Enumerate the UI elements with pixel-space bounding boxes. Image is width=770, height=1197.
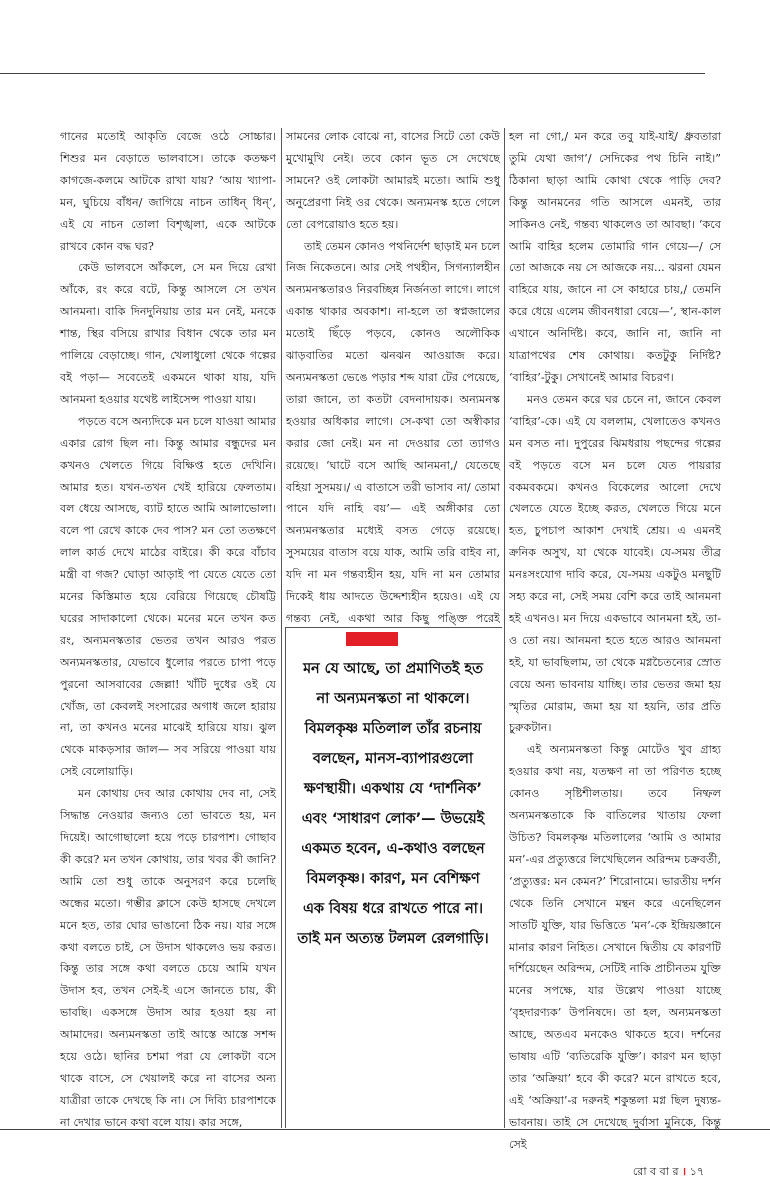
paragraph: পড়তে বসে অন্যদিকে মন চলে যাওয়া আমার একার রোগ ছিল না। কিন্তু আমার বন্ধুদের মন কখনও খেলতে গিয়ে বিক্ষিপ্ত হতে দেখিনি। আমার হত। যখন-তখন খেই হারিয়ে ফেলতাম। বল ধেয়ে আসছে, ব্যাট হাতে আমি আলাভোলা। বলে পা রেখে কাকে দেব পাস? মন তো ততক্ষণে লাল কার্ড দেখে মাঠের বাইরে। কী করে বাঁচাব মন্ত্রী বা গজ? ঘোড়া আড়াই পা যেতে যেতে তো মনের কিস্তিমাত হয়ে বেরিয়ে গিয়েছে চৌষট্টি ঘরের সাদাকালো থেকে। মনের মনে তখন কত রং, অন্যমনস্কতার ভেতর তখন আরও পরত অন্যমনস্কতার, যেভাবে ধুলোর পরতে চাপা পড়ে পুরনো আসবাবের জেল্লা! খাঁটি দুধের ওই যে খোঁজ, তা কেবলই সংসারের অগাধ জলে হারায় না, তা কখনও মনের মাঝেই হারিয়ে যায়। ঝুল থেকে মাকড়সার জাল— সব সরিয়ে পাওয়া যায় সেই বেলোয়াড়ি। xyxy=(60,414,276,779)
paragraph: গানের মতোই আকৃতি বেজে ওঠে সোচ্চার। শিশুর মন বেড়াতে ভালবাসে। তাকে কতক্ষণ কাগজে-কলমে আটকে রাখা যায়? ‘আয় খ্যাপা-মন, ঘুচিয়ে বাঁধন/ জাগিয়ে নাচন তাধিন্ ধিন্’, এই যে নাচন তোলা বিশৃঙ্খলা, একে আটকে রাখবে কোন বদ্ধ ঘর? xyxy=(60,130,276,253)
pullquote-accent-bar xyxy=(346,632,398,646)
column-divider xyxy=(504,128,505,1128)
bottom-rule xyxy=(0,1129,770,1130)
paragraph: এই অন্যমনস্কতা কিন্তু মোটেও খুব গ্রাহ্য হওয়ার কথা নয়, যতক্ষণ না তা পরিণত হচ্ছে কোনও সৃষ্টিশীলতায়। তবে নিষ্ফল অন্যমনস্কতাকে কি বাতিলের খাতায় ফেলা উচিত? বিমলকৃষ্ণ মতিলালের ‘আমি ও আমার মন’-এর প্রত্যুত্তরে লিখেছিলেন অরিন্দম চক্রবর্তী, ‘প্রত্যুত্তর: মন কেমন?’ শিরোনামে। ভারতীয় দর্শন থেকে তিনি সেখানে মন্থন করে এনেছিলেন সাতটি যুক্তি, যার ভিত্তিতে ‘মন’-কে ইন্দ্রিয়জ্ঞানে মানার কারণ নিহিত। সেখানে দ্বিতীয় যে কারণটি দর্শিয়েছেন অরিন্দম, সেটিই নাকি প্রাচীনতম যুক্তি মনের সপক্ষে, যার উল্লেখ পাওয়া যাচ্ছে ‘বৃহদারণ্যক’ উপনিষদে। তা হল, অন্যমনস্কতা আছে, অতএব মনকেও থাকতে হবে। দর্শনের ভাষায় এটি ‘ব্যতিরেকি যুক্তি’। কারণ মন ছাড়া তার ‘অক্রিয়া’ হবে কী করে? মনে রাখতে হবে, এই ‘অক্রিয়া’-র দরুনই শকুন্তলা মগ্ন ছিল দুষ্যন্ত-ভাবনায়। তাই সে দেখেছে দুর্বাসা মুনিকে, কিন্তু সেই xyxy=(509,743,721,1151)
article-column-3 xyxy=(509,126,721,1156)
paragraph: হল না গো,/ মন করে তবু যাই-যাই/ ধ্রুবতারা তুমি যেথা জাগ’/ সেদিকের পথ চিনি নাই।” ঠিকানা ছাড়া আমি কোথা থেকে পাড়ি দেব? কিন্তু আনমনের গতি আসলে এমনই, তার সাকিনও নেই, গন্তব্য থাকলেও তা আবছা। ‘কবে আমি বাহির হলেম তোমারি গান গেয়ে—/ সে তো আজকে নয় সে আজকে নয়... ঝরনা যেমন বাহিরে যায়, জানে না সে কাহারে চায়,/ তেমনি করে ধেয়ে এলেম জীবনধারা বেয়ে—’, স্থান-কাল এখানে অনির্দিষ্ট। কবে, জানি না, জানি না যাত্রাপথের শেষ কোথায়। কতটুকু নির্দিষ্ট? ‘বাহির’-টুকু। সেখানেই আমার বিচরণ। xyxy=(509,130,721,384)
paragraph: মনও তেমন করে ঘর চেনে না, জানে কেবল ‘বাহির’-কে। এই যে বললাম, খেলাতেও কখনও মন বসত না। দুপুরের ঝিমধরায় পছন্দের গল্পের বই পড়তে বসে মন চলে যেত পায়রার বকমবকমে। কখনও বিকেলের আলো দেখে খেলতে যেতে ইচ্ছে করত, খেলতে গিয়ে মনে হত, চুপচাপ আকাশ দেখাই শ্রেয়। এ এমনই ক্রনিক অসুখ, যা থেকে যাবেই। যে-সময় তীব্র মনঃসংযোগ দাবি করে, যে-সময় একটুও মনছুটি সহ্য করে না, সেই সময় বেশি করে তাই আনমনা হই এখনও। মন দিয়ে একভাবে আনমনা হই, তা-ও তো নয়। আনমনা হতে হতে আরও আনমনা হই, যা ভাবছিলাম, তা থেকে মগ্নচৈতন্যের স্রোত বেয়ে অন্য ভাবনায় যাচ্ছি। তার ভেতর জমা হয় স্মৃতির মোরাম, জমা হয় যা হয়নি, তার প্রতি চুরুকটান। xyxy=(509,392,721,735)
pullquote: মন যে আছে, তা প্রমাণিতই হত না অন্যমনস্কতা না থাকলে। বিমলকৃষ্ণ মতিলাল তাঁর রচনায় বলছেন, মানস-ব্যাপারগুলো ক্ষণস্থায়ী। একথায় যে ‘দার্শনিক’ এবং ‘সাধারণ লোক’— উভয়েই একমত হবেন, এ-কথাও বলছেন বিমলকৃষ্ণ। কারণ, মন বেশিক্ষণ এক বিষয় ধরে রাখতে পারে না। তাই মন অত্যন্ত টলমল রেলগাড়ি। xyxy=(297,661,489,947)
article-column-2 xyxy=(286,126,500,652)
paragraph: তাই তেমন কোনও পথনির্দেশ ছাড়াই মন চলে নিজ নিকেতনে। আর সেই পথহীন, সিগন্যালহীন অন্যমনস্কতারও নিরবচ্ছিন্ন নির্জনতা লাগে। লাগে একান্ত থাকার অবকাশ। না-হলে তা স্বপ্নজালের মতোই ছিঁড়ে পড়বে, কোনও অলৌকিক ঝাড়বাতির মতো ঝনঝন আওয়াজ করে। অন্যমনস্কতা ভেঙে পড়ার শব্দ যারা টের পেয়েছে, তারা জানে, তা কতটা বেদনাদায়ক। অন্যমনস্ক হওয়ার অধিকার লাগে। সে-কথা তো অস্বীকার করার জো নেই। মন না দেওয়ার তো ত্যাগও রয়েছে। ‘ঘাটে বসে আছি আনমনা,/ যেতেছে বহিয়া সুসময়।/ এ বাতাসে তরী ভাসাব না/ তোমা পানে যদি নাহি বয়’— এই অঙ্গীকার তো অন্যমনস্কতার মধ্যেই বসত গেড়ে রয়েছে। সুসময়ের বাতাস বয়ে যাক, আমি তরি বাইব না, যদি না মন গন্তব্যহীন হয়, যদি না মন তোমার দিকেই ধায় আদতে উদ্দেশ্যহীন হয়েও। এই যে গন্তব্য নেই, একথা আর কিছু পঙ্ক্তি পরেই xyxy=(286,239,500,625)
paragraph: সামনের লোক বোঝে না, বাসের সিটে তো কেউ মুখোমুখি নেই। তবে কোন ভূত সে দেখেছে সামনে? ওই লোকটা আমারই মতো। আমি শুধু অনুপ্রেরণা নিই ওর থেকে। অন্যমনস্ক হতে গেলে তো বেপরোয়াও হতে হয়। xyxy=(286,130,500,231)
magazine-name: রো ব বা র xyxy=(632,1165,679,1178)
article-column-1 xyxy=(60,126,276,1134)
paragraph: মন কোথায় দেব আর কোথায় দেব না, সেই সিদ্ধান্ত নেওয়ার জন্যও তো ভাবতে হয়, মন দিয়েই। আগোছালো হয়ে পড়ে চারপাশ। গোছাব কী করে? মন তখন কোথায়, তার খবর কী জানি? আমি তো শুধু তাকে অনুসরণ করে চলেছি অন্ধের মতো। গম্ভীর ক্লাসে কেউ হাসছে দেখলে মনে হত, তার ঘোর ভাঙানো ঠিক নয়। যার সঙ্গে কথা বলতে চাই, সে উদাস থাকলেও ভয় করত। কিন্তু তার সঙ্গে কথা বলতে চেয়ে আমি যখন উদাস হব, তখন সেই-ই এসে জানতে চায়, কী ভাবছি। একসঙ্গে উদাস আর হওয়া হয় না আমাদের। অন্যমনস্কতা তাই আস্তে আস্তে সশব্দ হয়ে ওঠে। ছানির চশমা পরা যে লোকটা বসে থাকে বাসে, সে খেয়ালই করে না বাসের অন্য যাত্রীরা তাকে দেখছে কি না। সে দিব্যি চারপাশকে না দেখার ভানে কথা বলে যায়। কার সঙ্গে, xyxy=(60,787,276,1129)
page-number: ১৭ xyxy=(689,1165,704,1178)
top-rule xyxy=(0,73,705,74)
page-footer xyxy=(633,1163,704,1182)
footer-separator: । xyxy=(682,1165,687,1178)
column-divider xyxy=(281,128,282,1128)
paragraph: কেউ ভালবসে আঁকলে, সে মন দিয়ে রেখা আঁকে, রং করে বটে, কিন্তু আসলে সে তখন আনমনা। বাকি দিনদুনিয়ায় তার মন নেই, মনকে শান্ত, স্থির বসিয়ে রাখার বিধান থেকে তার মন পালিয়ে বেড়াচ্ছে। গান, খেলাধুলো থেকে গল্পের বই পড়া— সবেতেই একমনে থাকা যায়, যদি আনমনা হওয়ার যথেষ্ট লাইসেন্স পাওয়া যায়। xyxy=(60,261,276,406)
